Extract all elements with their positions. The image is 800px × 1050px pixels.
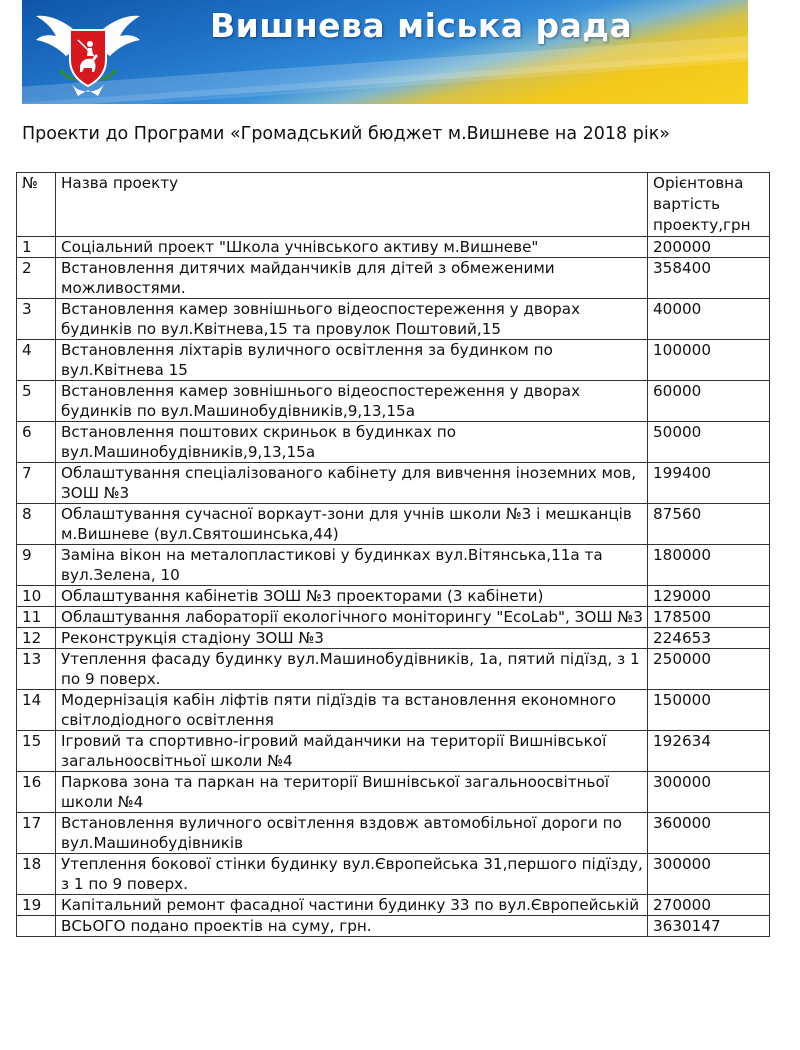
table-row <box>17 340 770 381</box>
row-number: 11 <box>17 607 56 628</box>
table-total-row <box>17 916 770 937</box>
row-project-name: Модернізація кабін ліфтів пяти підїздів та встановлення економного світлодіодного освітлення <box>56 690 648 731</box>
row-cost: 100000 <box>648 340 770 381</box>
row-cost: 200000 <box>648 237 770 258</box>
row-project-name: Облаштування спеціалізованого кабінету для вивчення іноземних мов, ЗОШ №3 <box>56 463 648 504</box>
row-cost: 60000 <box>648 381 770 422</box>
row-cost: 300000 <box>648 772 770 813</box>
table-row <box>17 854 770 895</box>
table-row <box>17 381 770 422</box>
table-row <box>17 545 770 586</box>
row-project-name: Встановлення дитячих майданчиків для дітей з обмеженими можливостями. <box>56 258 648 299</box>
table-row <box>17 586 770 607</box>
table-header-row <box>17 173 770 237</box>
row-project-name: Паркова зона та паркан на території Вишнівської загальноосвітньої школи №4 <box>56 772 648 813</box>
header-project-name: Назва проекту <box>56 173 648 237</box>
row-cost: 192634 <box>648 731 770 772</box>
council-name: Вишнева міська рада <box>210 6 633 45</box>
row-cost: 358400 <box>648 258 770 299</box>
table-row <box>17 690 770 731</box>
row-cost: 199400 <box>648 463 770 504</box>
table-row <box>17 731 770 772</box>
projects-table <box>16 172 770 937</box>
table-row <box>17 813 770 854</box>
row-project-name: Облаштування сучасної воркаут-зони для учнів школи №3 і мешканців м.Вишневе (вул.Святошинська,44) <box>56 504 648 545</box>
table-row <box>17 607 770 628</box>
row-project-name: Утеплення бокової стінки будинку вул.Європейська 31,першого підїзду, з 1 по 9 поверх. <box>56 854 648 895</box>
row-number: 15 <box>17 731 56 772</box>
row-cost: 40000 <box>648 299 770 340</box>
row-project-name: Встановлення камер зовнішнього відеоспостереження у дворах будинків по вул.Квітнева,15 та провулок Поштовий,15 <box>56 299 648 340</box>
row-project-name: Соціальний проект "Школа учнівського активу м.Вишневе" <box>56 237 648 258</box>
total-value: 3630147 <box>648 916 770 937</box>
row-cost: 87560 <box>648 504 770 545</box>
row-cost: 50000 <box>648 422 770 463</box>
document-title: Проекти до Програми «Громадський бюджет м.Вишневе на 2018 рік» <box>22 124 670 144</box>
city-coat-of-arms-icon <box>32 4 144 100</box>
row-cost: 270000 <box>648 895 770 916</box>
table-row <box>17 463 770 504</box>
table-row <box>17 628 770 649</box>
row-cost: 150000 <box>648 690 770 731</box>
total-label: ВСЬОГО подано проектів на суму, грн. <box>56 916 648 937</box>
row-number: 17 <box>17 813 56 854</box>
row-number: 13 <box>17 649 56 690</box>
row-project-name: Облаштування лабораторії екологічного моніторингу "EcoLab", ЗОШ №3 <box>56 607 648 628</box>
table-row <box>17 895 770 916</box>
row-project-name: Встановлення поштових скриньок в будинках по вул.Машинобудівників,9,13,15а <box>56 422 648 463</box>
table-row <box>17 299 770 340</box>
header-banner <box>22 0 748 104</box>
row-cost: 180000 <box>648 545 770 586</box>
row-project-name: Встановлення камер зовнішнього відеоспостереження у дворах будинків по вул.Машинобудівників,9,13,15а <box>56 381 648 422</box>
row-number: 7 <box>17 463 56 504</box>
header-cost: Орієнтовна вартість проекту,грн <box>648 173 770 237</box>
row-project-name: Встановлення ліхтарів вуличного освітлення за будинком по вул.Квітнева 15 <box>56 340 648 381</box>
row-project-name: Реконструкція стадіону ЗОШ №3 <box>56 628 648 649</box>
table-row <box>17 772 770 813</box>
table-row <box>17 422 770 463</box>
row-project-name: Заміна вікон на металопластикові у будинках вул.Вітянська,11а та вул.Зелена, 10 <box>56 545 648 586</box>
row-project-name: Капітальний ремонт фасадної частини будинку 33 по вул.Європейській <box>56 895 648 916</box>
row-project-name: Ігровий та спортивно-ігровий майданчики на території Вишнівської загальноосвітньої школи №4 <box>56 731 648 772</box>
row-cost: 129000 <box>648 586 770 607</box>
header-number: № <box>17 173 56 237</box>
row-project-name: Встановлення вуличного освітлення вздовж автомобільної дороги по вул.Машинобудівників <box>56 813 648 854</box>
row-cost: 224653 <box>648 628 770 649</box>
row-number: 12 <box>17 628 56 649</box>
table-row <box>17 258 770 299</box>
row-cost: 178500 <box>648 607 770 628</box>
row-cost: 250000 <box>648 649 770 690</box>
row-number: 10 <box>17 586 56 607</box>
table-row <box>17 504 770 545</box>
row-number: 16 <box>17 772 56 813</box>
row-number: 6 <box>17 422 56 463</box>
row-number: 3 <box>17 299 56 340</box>
row-project-name: Облаштування кабінетів ЗОШ №3 проекторами (3 кабінети) <box>56 586 648 607</box>
row-number: 18 <box>17 854 56 895</box>
row-number: 19 <box>17 895 56 916</box>
table-row <box>17 649 770 690</box>
row-number: 1 <box>17 237 56 258</box>
row-number: 5 <box>17 381 56 422</box>
row-number: 4 <box>17 340 56 381</box>
table-row <box>17 237 770 258</box>
row-cost: 300000 <box>648 854 770 895</box>
row-number: 2 <box>17 258 56 299</box>
total-number-cell <box>17 916 56 937</box>
row-number: 9 <box>17 545 56 586</box>
row-cost: 360000 <box>648 813 770 854</box>
row-project-name: Утеплення фасаду будинку вул.Машинобудівників, 1а, пятий підїзд, з 1 по 9 поверх. <box>56 649 648 690</box>
row-number: 8 <box>17 504 56 545</box>
row-number: 14 <box>17 690 56 731</box>
